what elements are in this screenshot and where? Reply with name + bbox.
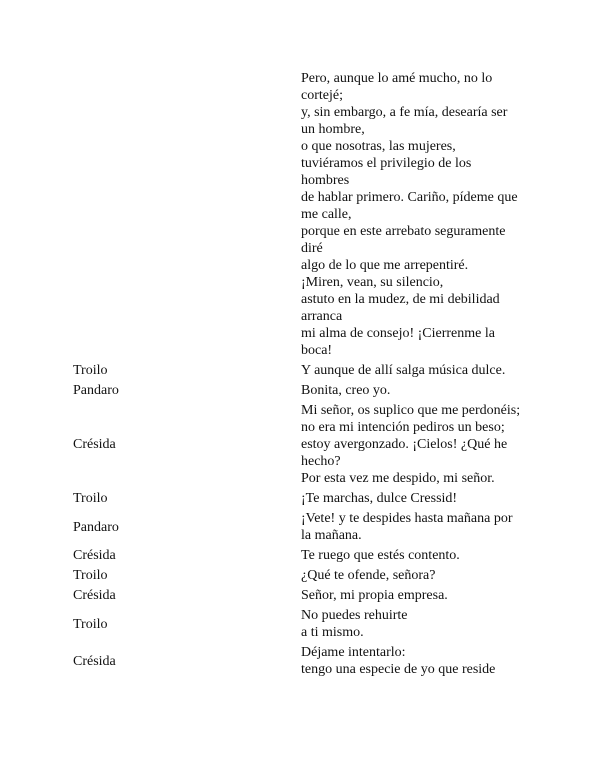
speaker-name: Crésida — [73, 588, 116, 603]
dialogue-row — [73, 402, 521, 490]
speaker-name: Crésida — [73, 548, 116, 563]
speech-lines — [301, 402, 521, 490]
speech-lines — [301, 547, 521, 567]
speaker-name: Pandaro — [73, 383, 119, 398]
speech-lines — [301, 382, 521, 402]
speech-line: Te ruego que estés contento. — [301, 548, 460, 563]
dialogue-row — [73, 362, 521, 382]
dialogue-row — [73, 587, 521, 607]
dialogue-row — [73, 644, 521, 681]
dialogue-row — [73, 547, 521, 567]
speech-line: ¿Qué te ofende, señora? — [301, 568, 436, 583]
dialogue-row — [73, 382, 521, 402]
speech-lines — [301, 644, 521, 681]
speaker-name: Troilo — [73, 363, 108, 378]
dialogue-body — [73, 70, 521, 681]
speech-lines — [301, 587, 521, 607]
dialogue-row — [73, 510, 521, 547]
dialogue-row — [73, 490, 521, 510]
speech-lines — [301, 490, 521, 510]
speech-line: estoy avergonzado. ¡Cielos! ¿Qué he hecho? — [301, 437, 508, 469]
speech-line: Déjame intentarlo: — [301, 645, 406, 660]
speech-line: ¡Vete! y te despides hasta mañana por la mañana. — [301, 511, 513, 543]
dialogue-row — [73, 607, 521, 644]
speech-line: tengo una especie de yo que reside — [301, 662, 496, 677]
speaker-name: Pandaro — [73, 519, 119, 535]
speaker-name: Crésida — [73, 653, 116, 669]
speech-line: ¡Miren, vean, su silencio, — [301, 275, 444, 290]
speech-lines — [301, 607, 521, 644]
speaker-name: Troilo — [73, 491, 108, 506]
dialogue-table — [73, 70, 521, 681]
speech-lines — [301, 362, 521, 382]
speech-line: Pero, aunque lo amé mucho, no lo cortejé; — [301, 71, 493, 103]
speech-line: Mi señor, os suplico que me perdonéis; — [301, 403, 521, 418]
speech-line: ¡Te marchas, dulce Cressid! — [301, 491, 458, 506]
speech-line: a ti mismo. — [301, 625, 364, 640]
speech-line: Señor, mi propia empresa. — [301, 588, 448, 603]
dialogue-row — [73, 70, 521, 362]
speech-line: Y aunque de allí salga música dulce. — [301, 363, 506, 378]
speaker-name — [73, 70, 301, 362]
speech-line: Bonita, creo yo. — [301, 383, 391, 398]
speech-line: o que nosotras, las mujeres, tuviéramos el privilegio de los hombres — [301, 139, 472, 188]
speech-line: algo de lo que me arrepentiré. — [301, 258, 469, 273]
speech-line: astuto en la mudez, de mi debilidad arranca — [301, 292, 500, 324]
speaker-name: Crésida — [73, 437, 116, 452]
speech-line: y, sin embargo, a fe mía, desearía ser un hombre, — [301, 105, 508, 137]
speech-lines — [301, 510, 521, 547]
speech-line: no era mi intención pediros un beso; — [301, 420, 505, 435]
speech-lines — [301, 70, 521, 362]
dialogue-row — [73, 567, 521, 587]
speaker-name: Troilo — [73, 568, 108, 583]
speech-line: mi alma de consejo! ¡Cierrenme la boca! — [301, 326, 495, 358]
speech-line: de hablar primero. Cariño, pídeme que me calle, — [301, 190, 518, 222]
speech-line: Por esta vez me despido, mi señor. — [301, 471, 495, 486]
speech-line: porque en este arrebato seguramente diré — [301, 224, 506, 256]
speech-lines — [301, 567, 521, 587]
speaker-name: Troilo — [73, 616, 108, 632]
speech-line: No puedes rehuirte — [301, 608, 408, 623]
